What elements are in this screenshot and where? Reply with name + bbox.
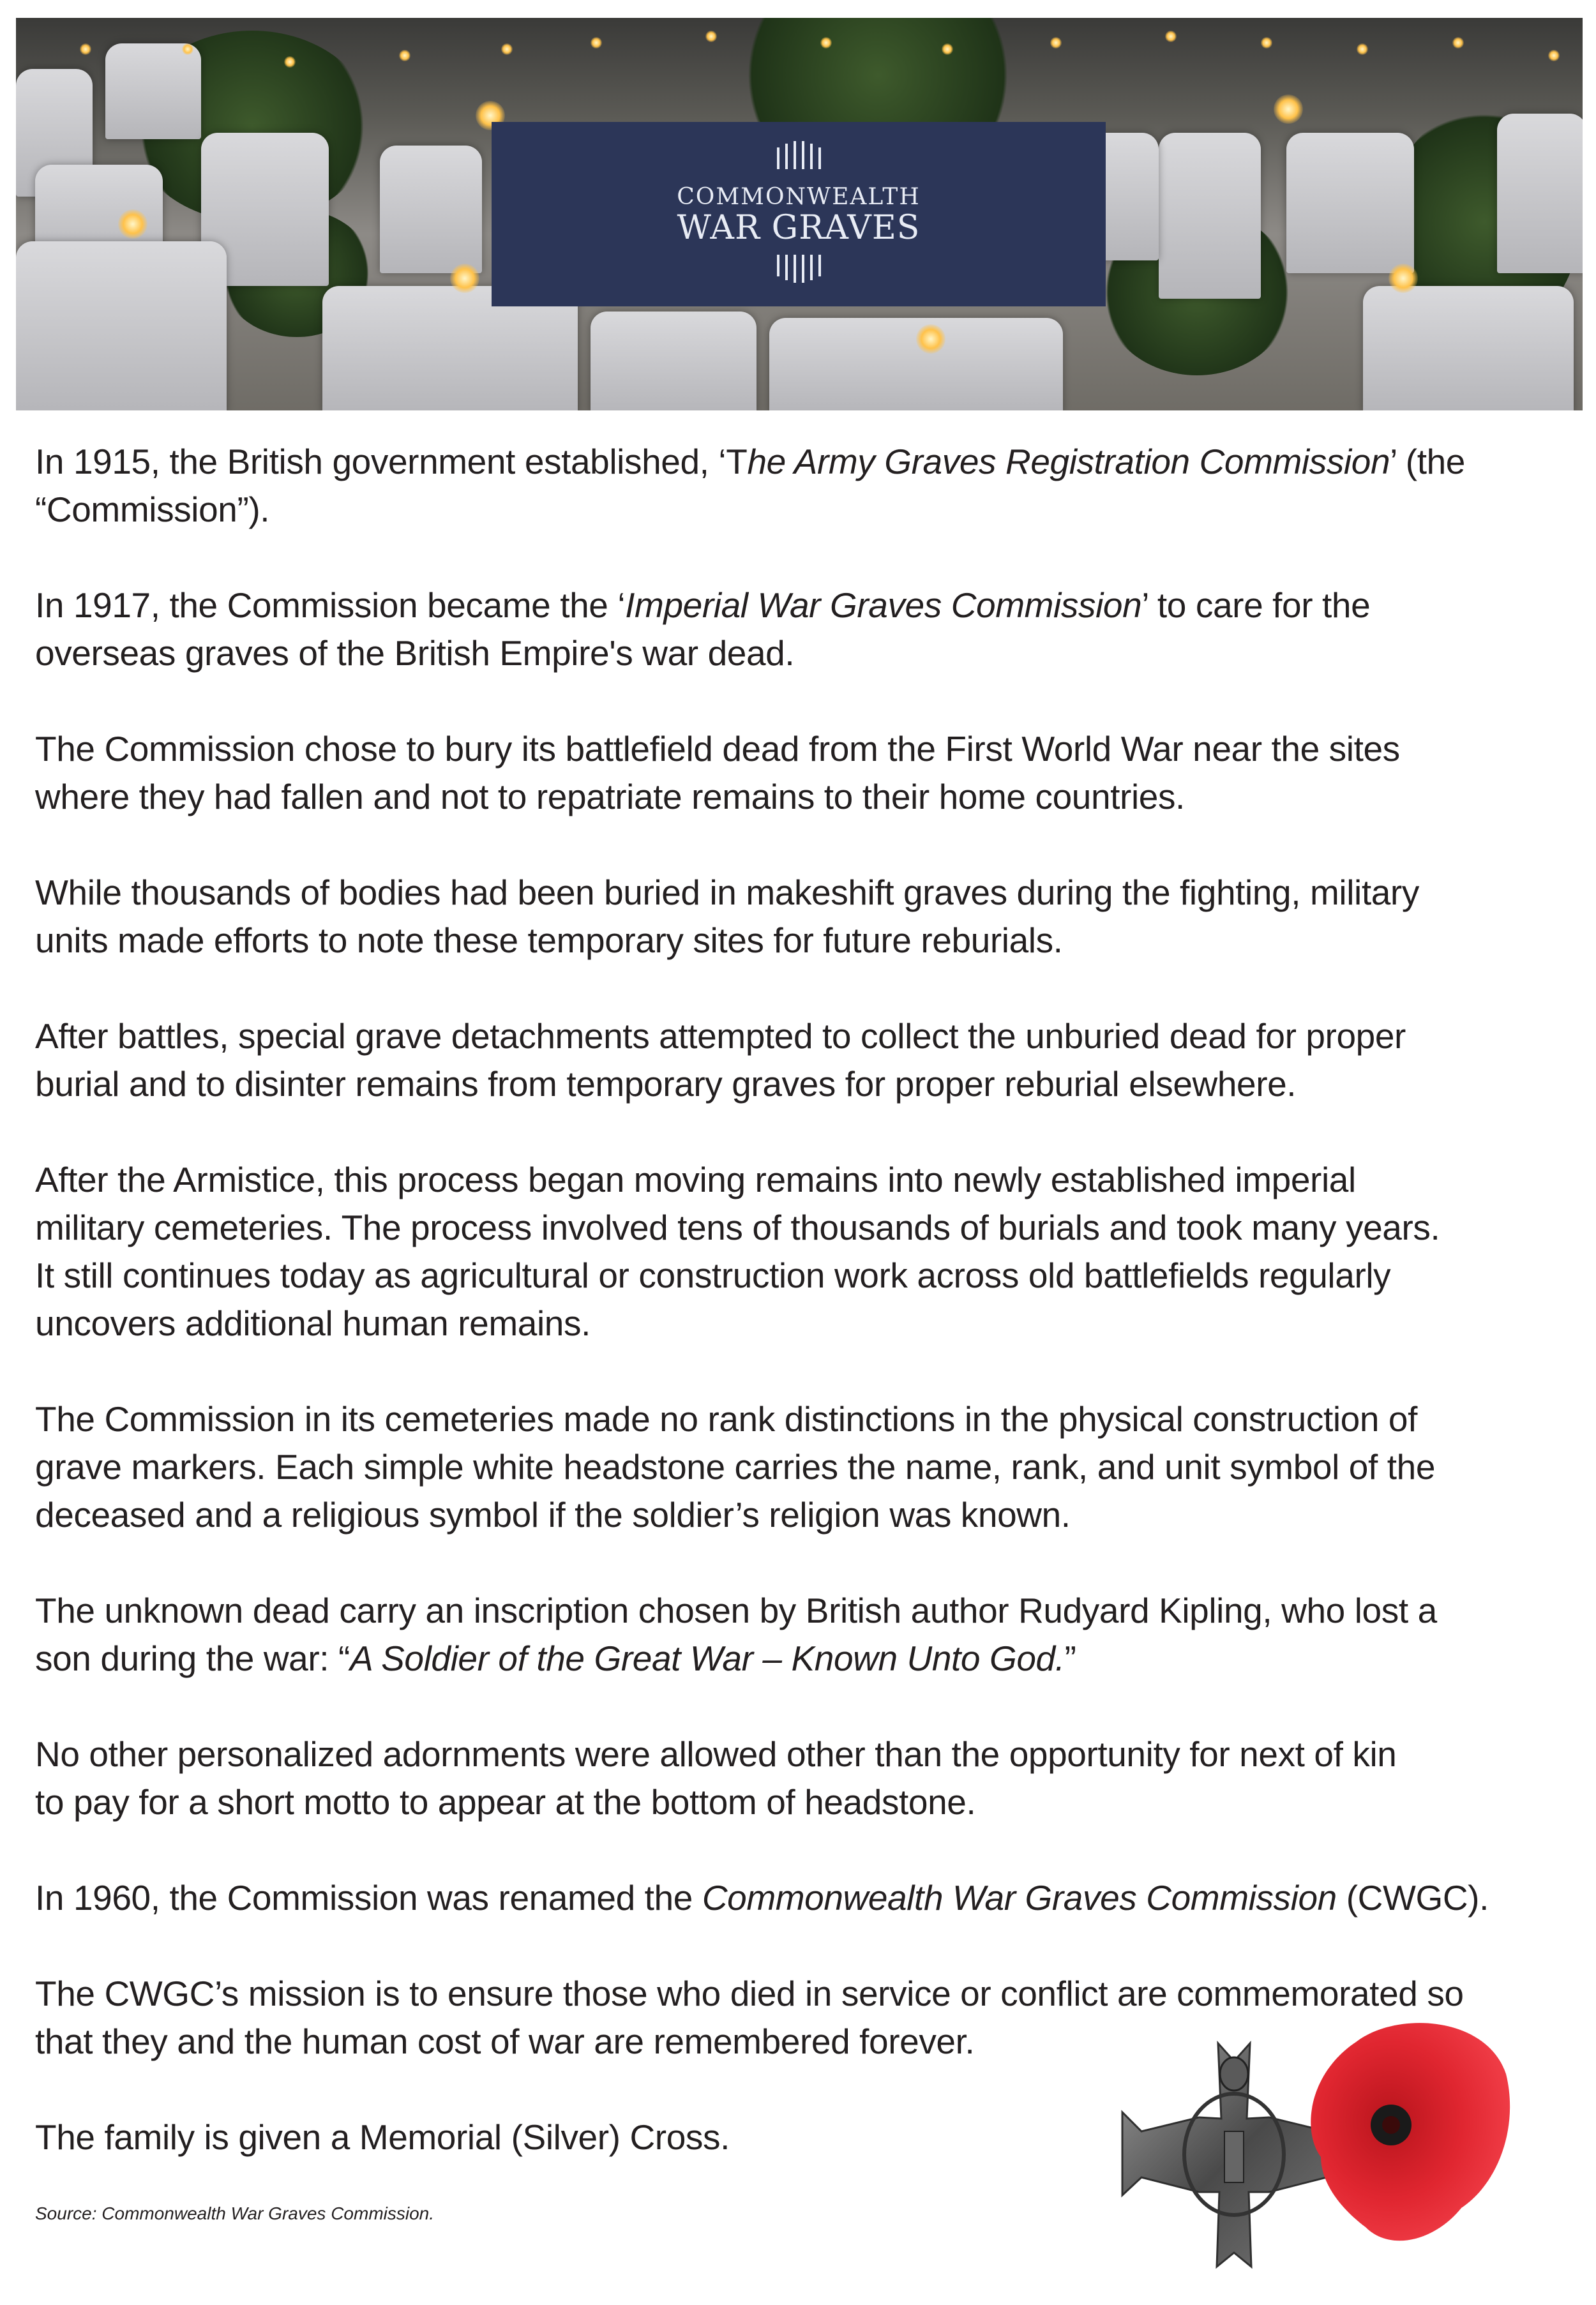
candle-light [916,324,945,354]
candle-light [705,31,717,42]
text-segment: units made efforts to note these temporary sites for future reburials. [35,920,1063,960]
candle-light [820,37,832,49]
logo-bars-bottom [492,255,1106,283]
text-line [35,438,1489,486]
text-segment: The CWGC’s mission is to ensure those who died in service or conflict are commemorated so [35,1974,1464,2013]
paragraph [35,869,1489,965]
text-line [35,629,1489,677]
text-line [35,1443,1489,1491]
cwgc-logo [492,122,1106,306]
headstone [16,241,227,410]
candle-light [118,209,147,239]
text-segment: burial and to disinter remains from temporary graves for proper reburial elsewhere. [35,1064,1297,1104]
text-segment: While thousands of bodies had been buried in makeshift graves during the fighting, military [35,873,1419,912]
candle-light [1389,264,1418,293]
text-segment: The Commission in its cemeteries made no rank distinctions in the physical construction of [35,1399,1417,1439]
text-segment: The Commission chose to bury its battlefield dead from the First World War near the sites [35,729,1400,769]
logo-bars-top [492,141,1106,169]
paragraph [35,582,1489,677]
headstone [105,43,201,139]
text-line [35,1635,1489,1683]
text-line [35,917,1489,965]
text-segment: It still continues today as agricultural or construction work across old battlefields regularly [35,1256,1391,1295]
text-segment: to pay for a short motto to appear at the bottom of headstone. [35,1782,976,1822]
text-segment: “Commission”). [35,490,270,529]
text-line [35,725,1489,773]
text-line [35,486,1489,534]
paragraph [35,1395,1489,1539]
text-line [35,582,1489,629]
text-segment: After battles, special grave detachments attempted to collect the unburied dead for proper [35,1016,1406,1056]
headstone [380,146,482,273]
text-line [35,1874,1489,1922]
text-segment: (CWGC). [1336,1878,1489,1918]
text-line [35,773,1489,821]
paragraph [35,1874,1489,1922]
poppy-image [1295,2016,1516,2253]
text-line [35,1778,1489,1826]
text-line [35,1300,1489,1348]
text-line [35,1012,1489,1060]
text-line [35,1970,1489,2018]
text-segment: No other personalized adornments were allowed other than the opportunity for next of kin [35,1734,1397,1774]
candle-light [591,37,602,49]
text-segment: son during the war: “ [35,1639,350,1678]
text-segment: In 1960, the Commission was renamed the [35,1878,702,1918]
candle-light [1165,31,1177,42]
italic-text: A Soldier of the Great War – Known Unto God. [349,1639,1065,1678]
text-segment: where they had fallen and not to repatriate remains to their home countries. [35,777,1185,816]
paragraph [35,1587,1489,1683]
headstone [1497,114,1583,273]
candle-light [1274,94,1303,124]
headstone [1363,286,1574,410]
headstone [1159,133,1261,299]
text-line [35,1491,1489,1539]
text-segment: grave markers. Each simple white headstone carries the name, rank, and unit symbol of the [35,1447,1436,1487]
text-line [35,1395,1489,1443]
text-segment: ’ to care for the [1141,585,1371,625]
text-segment: uncovers additional human remains. [35,1303,591,1343]
headstone [1286,133,1414,273]
text-segment: deceased and a religious symbol if the soldier’s religion was known. [35,1495,1071,1535]
text-line [35,1204,1489,1252]
text-segment: overseas graves of the British Empire's war dead. [35,633,795,673]
logo-line-2: WAR GRAVES [677,209,921,247]
candle-light [501,43,513,55]
text-segment: military cemeteries. The process involved tens of thousands of burials and took many years. [35,1208,1440,1247]
candle-light [942,43,953,55]
italic-text: Imperial War Graves Commission [625,585,1142,625]
candle-light [1452,37,1464,49]
text-segment: that they and the human cost of war are remembered forever. [35,2022,975,2061]
paragraph [35,725,1489,821]
text-segment: The family is given a Memorial (Silver) Cross. [35,2117,730,2157]
text-segment: After the Armistice, this process began moving remains into newly established imperial [35,1160,1356,1199]
source-note: Source: Commonwealth War Graves Commission. [35,2204,435,2223]
text-segment: In 1917, the Commission became the ‘ [35,585,626,625]
candle-light [284,56,296,68]
logo-line-1: COMMONWEALTH [677,184,921,210]
text-line [35,1156,1489,1204]
paragraph [35,1731,1489,1826]
candle-light [1261,37,1272,49]
paragraph [35,1012,1489,1108]
headstone [769,318,1063,410]
text-line [35,869,1489,917]
paragraph [35,438,1489,534]
italic-text: Commonwealth War Graves Commission [702,1878,1337,1918]
candle-light [399,50,410,61]
text-line [35,1060,1489,1108]
headstone [591,312,757,410]
text-line [35,1587,1489,1635]
text-segment: ’ (the [1390,442,1465,481]
text-segment: ” [1064,1639,1076,1678]
italic-text: he Army Graves Registration Commission [747,442,1390,481]
candle-light [80,43,91,55]
candle-light [450,264,479,293]
candle-light [1050,37,1062,49]
candle-light [182,43,193,55]
candle-light [1548,50,1560,61]
text-segment: The unknown dead carry an inscription chosen by British author Rudyard Kipling, who lost a [35,1591,1437,1630]
text-segment: In 1915, the British government established, ‘T [35,442,748,481]
paragraph [35,1156,1489,1348]
candle-light [1357,43,1368,55]
text-line [35,1731,1489,1778]
article-body [35,438,1489,2209]
text-line [35,1252,1489,1300]
